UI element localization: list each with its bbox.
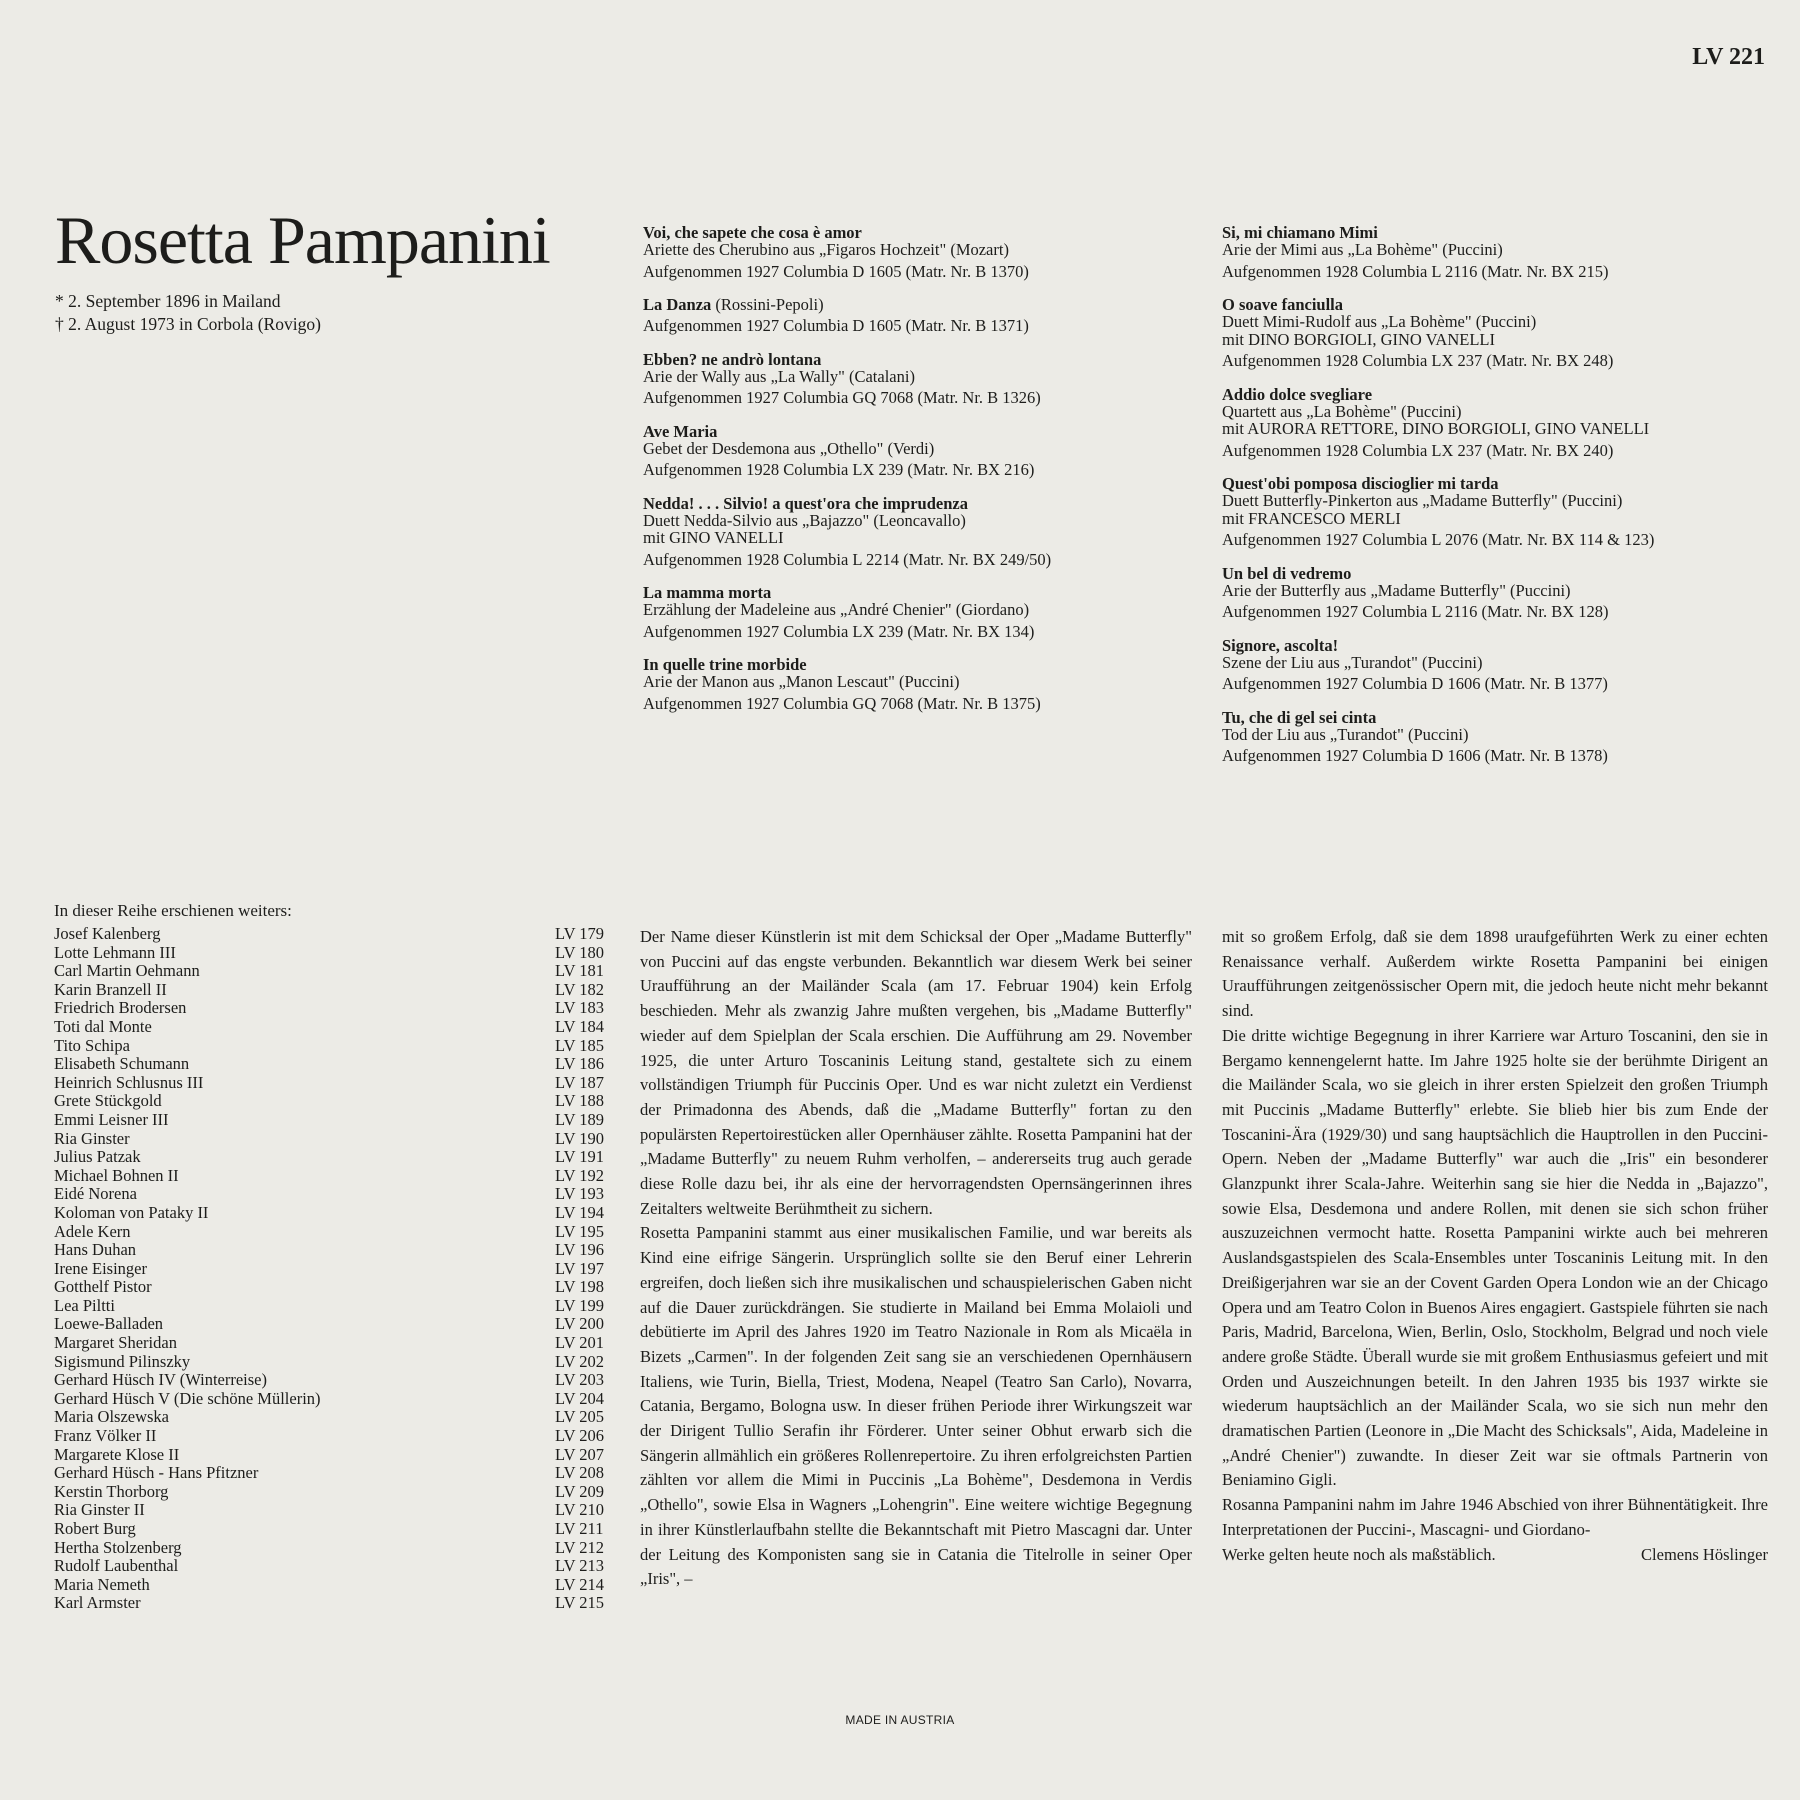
series-artist: Tito Schipa	[54, 1035, 130, 1055]
track-title	[643, 224, 1203, 241]
series-catalog-number: LV 192	[555, 1165, 605, 1185]
series-item	[54, 925, 619, 944]
series-item	[54, 1557, 619, 1576]
series-artist: Irene Eisinger	[54, 1258, 147, 1278]
series-item	[54, 1130, 619, 1149]
series-catalog-number: LV 188	[555, 1091, 605, 1111]
series-catalog-number: LV 204	[555, 1388, 605, 1408]
series-item	[54, 962, 619, 981]
track-entry	[1222, 637, 1762, 694]
track-title-text: O soave fanciulla	[1222, 295, 1344, 314]
series-item	[54, 1278, 619, 1297]
track-title	[643, 423, 1203, 440]
series-catalog-number: LV 202	[555, 1351, 605, 1371]
series-artist: Elisabeth Schumann	[54, 1054, 190, 1074]
series-artist: Eidé Norena	[54, 1184, 137, 1204]
series-catalog-number: LV 206	[555, 1426, 605, 1446]
track-title	[1222, 475, 1762, 492]
track-title	[643, 656, 1203, 673]
series-catalog-number: LV 207	[555, 1444, 605, 1464]
bio-paragraph: Rosetta Pampanini stammt aus einer musikalischen Familie, und war bereits als Kind eine eifrige Sängerin. Ursprünglich sollte sie den Beruf einer Lehrerin ergreifen, doch ließen sich ihre musikalischen und schauspielerischen Gaben nicht auf die Dauer zurückdrängen. Sie studierte in Mailand bei Emma Molaioli und debütierte im April des Jahres 1920 im Teatro Nazionale in Rom als Micaëla in Bizets „Carmen". In der folgenden Zeit sang sie an verschiedenen Opernhäusern Italiens, wie Turin, Biella, Triest, Modena, Neapel (Teatro San Carlo), Novarra, Catania, Bergamo, Bologna usw. In dieser frühen Periode ihrer Wirkungszeit war der Dirigent Tullio Serafin ihr Förderer. Unter seiner Obhut erwarb sich die Sängerin allmählich ein größeres Rollenrepertoire. Zu ihren erfolgreichsten Partien zählten vor allem die Mimi in Puccinis „La Bohème", Desdemona in Verdis „Othello", sowie Elsa in Wagners „Lohengrin". Eine weitere wichtige Begegnung in ihrer Künstlerlaufbahn stellte die Bekanntschaft mit Pietro Mascagni dar. Unter der Leitung des Komponisten sang sie in Catania die Titelrolle in seiner Oper „Iris", –	[640, 1223, 1192, 1589]
track-description: Arie der Mimi aus „La Bohème" (Puccini)	[1222, 240, 1503, 259]
track-recording: Aufgenommen 1927 Columbia L 2076 (Matr. Nr. BX 114 & 123)	[1222, 530, 1655, 549]
track-entry	[643, 423, 1203, 480]
series-artist: Heinrich Schlusnus III	[54, 1072, 204, 1092]
track-recording: Aufgenommen 1928 Columbia LX 239 (Matr. Nr. BX 216)	[643, 460, 1035, 479]
artist-block	[55, 200, 615, 336]
track-entry	[643, 224, 1203, 281]
track-title-text: Si, mi chiamano Mimi	[1222, 223, 1378, 242]
series-artist: Sigismund Pilinszky	[54, 1351, 191, 1371]
track-recording: Aufgenommen 1927 Columbia D 1606 (Matr. Nr. B 1378)	[1222, 746, 1608, 765]
series-catalog-number: LV 186	[555, 1054, 605, 1074]
series-item	[54, 999, 619, 1018]
track-title	[1222, 224, 1762, 241]
series-catalog-number: LV 200	[555, 1314, 605, 1334]
series-item	[54, 1167, 619, 1186]
track-recording: Aufgenommen 1928 Columbia L 2116 (Matr. Nr. BX 215)	[1222, 261, 1609, 281]
track-entry	[643, 495, 1203, 569]
bio-paragraph: Der Name dieser Künstlerin ist mit dem Schicksal der Oper „Madame Butterfly" von Puccini auf das engste verbunden. Bekanntlich war diesem Werk bei seiner Uraufführung an der Mailänder Scala (am 17. Februar 1904) kein Erfolg beschieden. Mehr als zwanzig Jahre mußten vergehen, bis „Madame Butterfly" wieder auf dem Spielplan der Scala erschien. Die Aufführung am 29. November 1925, die unter Arturo Toscaninis Leitung stand, gestaltete sich zu einem vollständigen Triumph für Puccinis Oper. Und es war nicht zuletzt ein Verdienst der Primadonna des Abends, daß die „Madame Butterfly" fortan zu den populärsten Repertoirestücken aller Opernhäuser zählte. Rosetta Pampanini hat der „Madame Butterfly" zu neuem Ruhm verholfen, – andererseits trug auch gerade diese Rolle dazu bei, ihr als eine der hervorragendsten Opernsängerinnen ihres Zeitalters weltweite Berühmtheit zu sichern.	[640, 927, 1192, 1218]
track-title	[1222, 386, 1762, 403]
series-catalog-number: LV 213	[555, 1556, 605, 1576]
bio-last-line: Werke gelten heute noch als maßstäblich.	[1222, 1544, 1496, 1564]
track-title	[643, 584, 1203, 601]
series-item	[54, 1297, 619, 1316]
series-artist: Hans Duhan	[54, 1240, 137, 1260]
series-catalog-number: LV 208	[555, 1463, 605, 1483]
series-artist: Koloman von Pataky II	[54, 1202, 209, 1222]
track-entry	[1222, 709, 1762, 766]
series-catalog-number: LV 214	[555, 1574, 605, 1594]
series-item	[54, 1111, 619, 1130]
series-item	[54, 1260, 619, 1279]
bio-closing-line	[1222, 1543, 1768, 1568]
track-title-text: Addio dolce svegliare	[1222, 384, 1373, 404]
series-item	[54, 1576, 619, 1595]
track-title	[1222, 709, 1762, 726]
track-recording: Aufgenommen 1927 Columbia D 1605 (Matr. Nr. B 1371)	[643, 316, 1029, 335]
series-catalog-number: LV 210	[555, 1500, 605, 1520]
series-artist: Lea Piltti	[54, 1295, 115, 1315]
series-catalog-number: LV 195	[555, 1221, 605, 1241]
track-recording: Aufgenommen 1927 Columbia GQ 7068 (Matr. Nr. B 1326)	[643, 388, 1041, 407]
track-entry	[643, 296, 1203, 335]
series-list	[54, 900, 619, 1613]
series-catalog-number: LV 203	[555, 1370, 605, 1390]
series-catalog-number: LV 201	[555, 1333, 605, 1353]
track-description: mit DINO BORGIOLI, GINO VANELLI	[1222, 329, 1495, 349]
series-catalog-number: LV 191	[555, 1147, 605, 1167]
author-signature: Clemens Höslinger	[1641, 1544, 1768, 1564]
biography-column-left	[640, 925, 1192, 1592]
series-catalog-number: LV 187	[555, 1072, 605, 1092]
series-catalog-number: LV 180	[555, 942, 605, 962]
track-title-text: Ebben? ne andrò lontana	[643, 349, 822, 369]
series-item	[54, 944, 619, 963]
series-artist: Carl Martin Oehmann	[54, 961, 200, 981]
track-description: Duett Mimi-Rudolf aus „La Bohème" (Puccini)	[1222, 312, 1537, 331]
track-entry	[1222, 386, 1762, 460]
series-item	[54, 1204, 619, 1223]
series-items	[54, 925, 619, 1613]
series-catalog-number: LV 179	[555, 924, 605, 943]
series-artist: Hertha Stolzenberg	[54, 1537, 182, 1557]
track-description: Gebet der Desdemona aus „Othello" (Verdi)	[643, 438, 935, 458]
series-item	[54, 1539, 619, 1558]
series-item	[54, 981, 619, 1000]
track-title-text: Nedda! . . . Silvio! a quest'ora che imprudenza	[643, 493, 968, 513]
track-description: Erzählung der Madeleine aus „André Chenier" (Giordano)	[643, 600, 1030, 619]
series-item	[54, 1055, 619, 1074]
track-description: mit GINO VANELLI	[643, 528, 784, 547]
series-artist: Gotthelf Pistor	[54, 1277, 152, 1297]
series-artist: Gerhard Hüsch IV (Winterreise)	[54, 1370, 267, 1390]
series-catalog-number: LV 183	[555, 998, 605, 1018]
series-item	[54, 1185, 619, 1204]
series-catalog-number: LV 198	[555, 1277, 605, 1297]
series-item	[54, 1315, 619, 1334]
series-catalog-number: LV 185	[555, 1035, 605, 1055]
series-artist: Gerhard Hüsch V (Die schöne Müllerin)	[54, 1388, 321, 1408]
track-title	[643, 495, 1203, 512]
series-item	[54, 1092, 619, 1111]
biography-column-right	[1222, 925, 1768, 1567]
series-catalog-number: LV 196	[555, 1240, 605, 1260]
series-catalog-number: LV 181	[555, 961, 605, 981]
series-artist: Loewe-Balladen	[54, 1314, 164, 1334]
series-artist: Friedrich Brodersen	[54, 998, 187, 1018]
series-catalog-number: LV 205	[555, 1407, 605, 1427]
series-item	[54, 1334, 619, 1353]
series-catalog-number: LV 209	[555, 1481, 605, 1501]
series-artist: Toti dal Monte	[54, 1016, 152, 1036]
series-catalog-number: LV 182	[555, 979, 605, 999]
track-description: Arie der Manon aus „Manon Lescaut" (Puccini)	[643, 672, 960, 691]
track-entry	[643, 584, 1203, 641]
series-item	[54, 1483, 619, 1502]
series-item	[54, 1371, 619, 1390]
track-entry	[1222, 296, 1762, 370]
series-artist: Maria Nemeth	[54, 1574, 150, 1594]
made-in-footer: MADE IN AUSTRIA	[845, 1713, 955, 1727]
series-item	[54, 1501, 619, 1520]
series-artist: Ria Ginster II	[54, 1500, 145, 1520]
track-description: mit FRANCESCO MERLI	[1222, 508, 1401, 528]
series-item	[54, 1074, 619, 1093]
track-recording: Aufgenommen 1927 Columbia L 2116 (Matr. Nr. BX 128)	[1222, 602, 1609, 621]
series-artist: Maria Olszewska	[54, 1407, 170, 1427]
series-item	[54, 1464, 619, 1483]
series-artist: Gerhard Hüsch - Hans Pfitzner	[54, 1463, 259, 1483]
series-artist: Karin Branzell II	[54, 979, 167, 999]
bio-paragraph: mit so großem Erfolg, daß sie dem 1898 uraufgeführten Werk zu einer echten Renaissance verhalf. Außerdem wirkte Rosetta Pampanini bei einigen Uraufführungen zeitgenössischer Opern mit, die jedoch heute nicht mehr bekannt sind.	[1222, 927, 1768, 1021]
series-artist: Rudolf Laubenthal	[54, 1556, 179, 1576]
track-title	[643, 296, 1203, 313]
series-artist: Karl Armster	[54, 1593, 141, 1613]
series-artist: Ria Ginster	[54, 1128, 130, 1148]
death-date: † 2. August 1973 in Corbola (Rovigo)	[55, 314, 321, 334]
track-list-left	[643, 224, 1203, 728]
track-description: Arie der Wally aus „La Wally" (Catalani)	[643, 366, 915, 386]
series-artist: Michael Bohnen II	[54, 1165, 179, 1185]
track-recording: Aufgenommen 1927 Columbia GQ 7068 (Matr. Nr. B 1375)	[643, 693, 1041, 713]
series-artist: Josef Kalenberg	[54, 924, 161, 943]
track-title	[1222, 637, 1762, 654]
track-description: Duett Nedda-Silvio aus „Bajazzo" (Leoncavallo)	[643, 510, 966, 530]
bio-paragraph: Rosanna Pampanini nahm im Jahre 1946 Abschied von ihrer Bühnentätigkeit. Ihre Interpretationen der Puccini-, Mascagni- und Giordano-	[1222, 1495, 1768, 1539]
series-artist: Adele Kern	[54, 1221, 131, 1241]
series-item	[54, 1241, 619, 1260]
series-catalog-number: LV 189	[555, 1109, 605, 1129]
track-description: Tod der Liu aus „Turandot" (Puccini)	[1222, 724, 1469, 744]
series-item	[54, 1594, 619, 1613]
bio-paragraph: Die dritte wichtige Begegnung in ihrer Karriere war Arturo Toscanini, den sie in Bergamo kennengelernt hatte. Im Jahre 1925 holte sie der berühmte Dirigent an die Mailänder Scala, wo sie gleich in ihrer ersten Spielzeit den großen Triumph mit Puccinis „Madame Butterfly" erlebte. Sie blieb hier bis zum Ende der Toscanini-Ära (1929/30) und sang hauptsächlich die Hauptrollen in den Puccini-Opern. Neben der „Madame Butterfly" war auch die „Iris" ein besonderer Glanzpunkt ihrer Scala-Jahre. Weiterhin sang sie hier die Nedda in „Bajazzo", sowie Elsa, Desdemona und andere Rollen, mit denen sie sich schon früher auszuzeichnen vermocht hatte. Rosetta Pampanini wirkte auch bei mehreren Auslandsgastspielen des Scala-Ensembles unter Toscaninis Leitung mit. In den Dreißigerjahren war sie an der Covent Garden Opera London wie an der Chicago Opera und am Teatro Colon in Buenos Aires engagiert. Gastspiele führten sie nach Paris, Madrid, Barcelona, Wien, Berlin, Oslo, Stockholm, Belgrad und noch viele andere große Städte. Überall wurde sie mit großem Enthusiasmus gefeiert und mit Orden und Auszeichnungen beteilt. In den Jahren 1935 bis 1937 wirkte sie wiederum hauptsächlich an der Mailänder Scala, wo sie sich nun mehr den dramatischen Partien (Leonore in „Die Macht des Schicksals", Aida, Madeleine in „André Chenier") zuwandte. In dieser Zeit war sie oftmals Partnerin von Beniamino Gigli.	[1222, 1025, 1768, 1490]
series-artist: Emmi Leisner III	[54, 1109, 169, 1129]
track-title-composer: (Rossini-Pepoli)	[711, 295, 824, 314]
series-item	[54, 1018, 619, 1037]
track-recording: Aufgenommen 1927 Columbia D 1606 (Matr. Nr. B 1377)	[1222, 674, 1608, 693]
track-title-text: La mamma morta	[643, 583, 772, 602]
series-artist: Julius Patzak	[54, 1147, 141, 1167]
series-catalog-number: LV 194	[555, 1202, 605, 1222]
track-entry	[643, 656, 1203, 713]
track-title-text: Voi, che sapete che cosa è amor	[643, 223, 862, 242]
track-title	[643, 351, 1203, 368]
series-catalog-number: LV 184	[555, 1016, 605, 1036]
track-entry	[1222, 565, 1762, 622]
series-item	[54, 1390, 619, 1409]
track-recording: Aufgenommen 1928 Columbia LX 237 (Matr. Nr. BX 248)	[1222, 351, 1614, 370]
series-artist: Robert Burg	[54, 1519, 136, 1538]
series-artist: Lotte Lehmann III	[54, 942, 176, 962]
series-catalog-number: LV 197	[555, 1258, 605, 1278]
track-recording: Aufgenommen 1928 Columbia L 2214 (Matr. Nr. BX 249/50)	[643, 549, 1052, 569]
series-heading: In dieser Reihe erschienen weiters:	[54, 901, 292, 920]
artist-name: Rosetta Pampanini	[55, 202, 550, 278]
series-artist: Kerstin Thorborg	[54, 1481, 169, 1501]
track-title-text: Signore, ascolta!	[1222, 635, 1339, 655]
series-artist: Franz Völker II	[54, 1426, 157, 1446]
track-recording: Aufgenommen 1927 Columbia LX 239 (Matr. Nr. BX 134)	[643, 621, 1035, 641]
track-description: Ariette des Cherubino aus „Figaros Hochzeit" (Mozart)	[643, 240, 1009, 259]
track-recording: Aufgenommen 1927 Columbia D 1605 (Matr. Nr. B 1370)	[643, 261, 1029, 281]
track-description: Arie der Butterfly aus „Madame Butterfly" (Puccini)	[1222, 580, 1571, 600]
series-artist: Grete Stückgold	[54, 1091, 162, 1111]
series-item	[54, 1223, 619, 1242]
series-item	[54, 1148, 619, 1167]
series-artist: Margaret Sheridan	[54, 1333, 177, 1353]
track-title-text: Un bel di vedremo	[1222, 563, 1352, 583]
series-artist: Margarete Klose II	[54, 1444, 180, 1464]
series-catalog-number: LV 215	[555, 1593, 605, 1613]
track-title-text: In quelle trine morbide	[643, 655, 807, 674]
track-entry	[643, 351, 1203, 408]
track-entry	[1222, 475, 1762, 549]
series-item	[54, 1427, 619, 1446]
birth-date: * 2. September 1896 in Mailand	[55, 291, 281, 311]
track-description: mit AURORA RETTORE, DINO BORGIOLI, GINO VANELLI	[1222, 419, 1650, 438]
series-catalog-number: LV 212	[555, 1537, 605, 1557]
track-description: Szene der Liu aus „Turandot" (Puccini)	[1222, 652, 1483, 672]
track-title-text: La Danza	[643, 295, 712, 314]
series-catalog-number: LV 199	[555, 1295, 605, 1315]
series-item	[54, 1408, 619, 1427]
series-item	[54, 1520, 619, 1539]
track-entry	[1222, 224, 1762, 281]
catalog-number: LV 221	[1692, 44, 1765, 70]
track-title	[1222, 296, 1762, 313]
series-item	[54, 1037, 619, 1056]
track-list-right	[1222, 224, 1762, 781]
series-catalog-number: LV 193	[555, 1184, 605, 1204]
track-recording: Aufgenommen 1928 Columbia LX 237 (Matr. Nr. BX 240)	[1222, 440, 1614, 460]
track-title	[1222, 565, 1762, 582]
series-item	[54, 1446, 619, 1465]
track-description: Quartett aus „La Bohème" (Puccini)	[1222, 401, 1462, 421]
track-title-text: Tu, che di gel sei cinta	[1222, 707, 1377, 727]
track-title-text: Ave Maria	[643, 421, 718, 441]
series-item	[54, 1353, 619, 1372]
track-title-text: Quest'obi pomposa discioglier mi tarda	[1222, 474, 1499, 493]
series-catalog-number: LV 211	[555, 1519, 604, 1538]
track-description: Duett Butterfly-Pinkerton aus „Madame Butterfly" (Puccini)	[1222, 491, 1623, 510]
series-catalog-number: LV 190	[555, 1128, 605, 1148]
